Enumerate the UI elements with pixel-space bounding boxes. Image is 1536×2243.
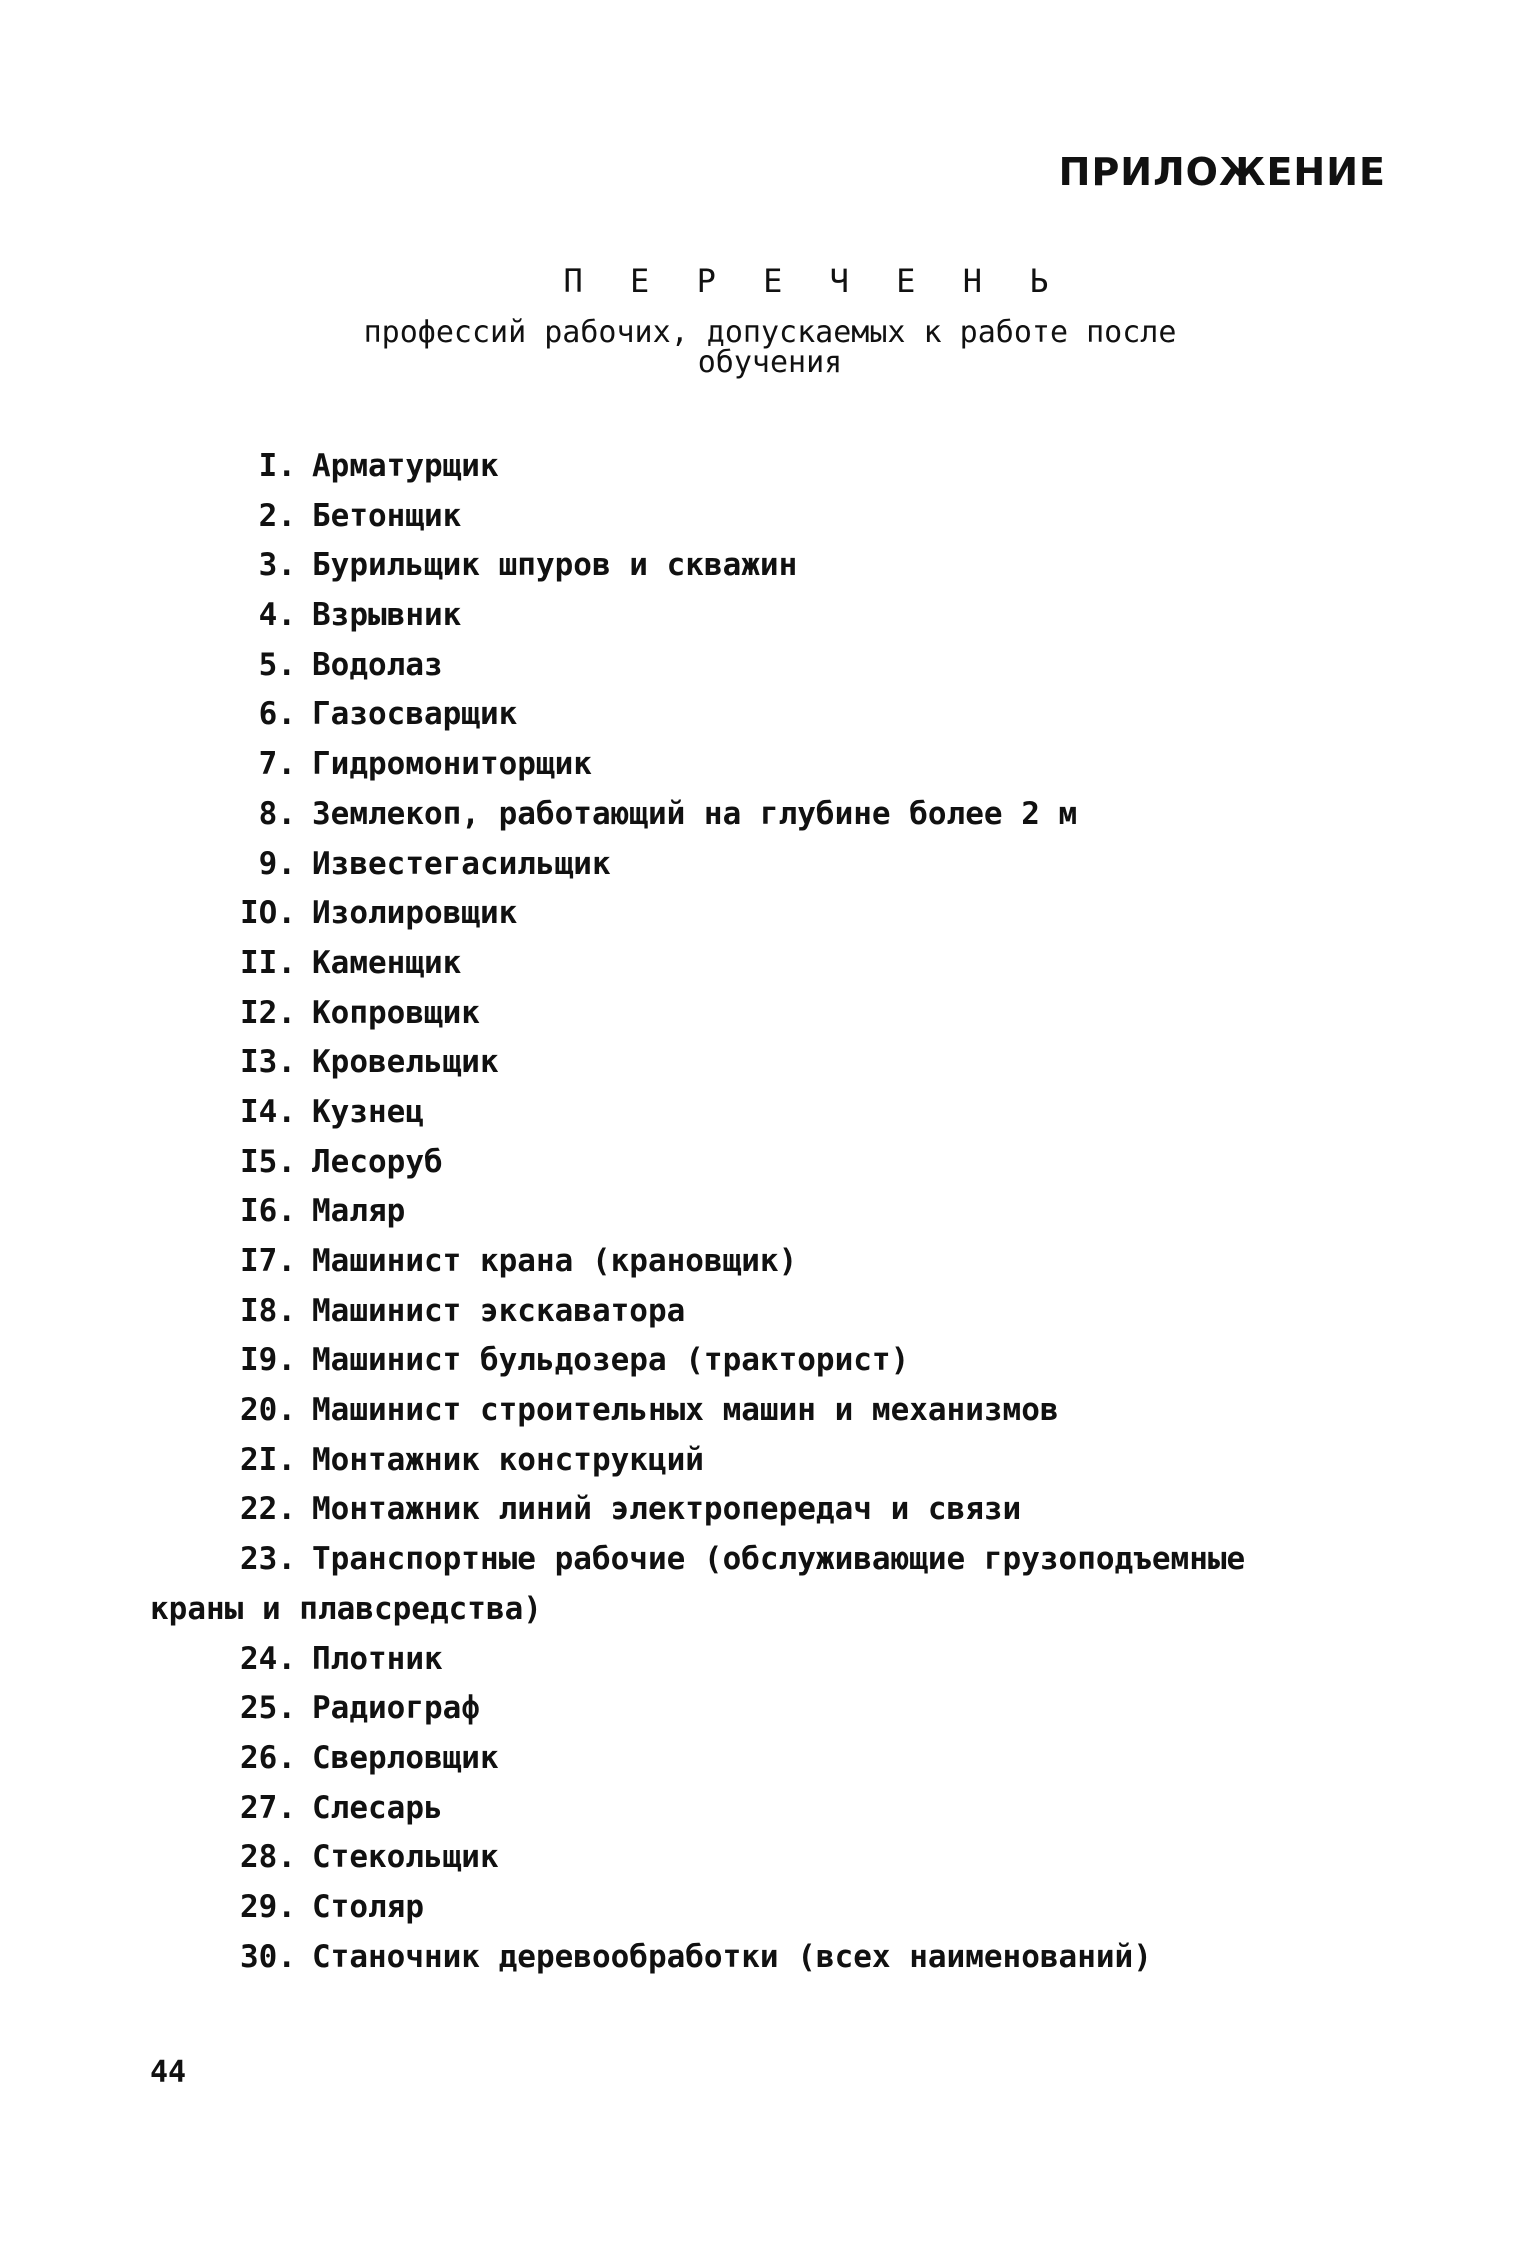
- list-item-text: Транспортные рабочие (обслуживающие грузоподъемные: [312, 1541, 1246, 1578]
- list-item-text: Машинист бульдозера (тракторист): [312, 1342, 910, 1379]
- list-item-number: I5.: [240, 1143, 296, 1180]
- list-item-number: I8.: [240, 1292, 296, 1329]
- list-item: [0, 597, 1536, 647]
- list-item-number: II.: [240, 944, 296, 981]
- professions-list: [0, 448, 1536, 1988]
- list-item: [0, 1094, 1536, 1144]
- list-item-number: 26.: [240, 1739, 296, 1776]
- list-item: [0, 547, 1536, 597]
- list-item-number: 7.: [258, 746, 296, 783]
- list-item-text: Плотник: [312, 1640, 443, 1677]
- list-item-text: Слесарь: [312, 1789, 443, 1826]
- list-item-text: Известегасильщик: [312, 845, 611, 882]
- list-item-text: Гидромониторщик: [312, 746, 592, 783]
- list-item: [0, 647, 1536, 697]
- list-item-text: Водолаз: [312, 646, 443, 683]
- list-item: [0, 448, 1536, 498]
- list-item-text: Лесоруб: [312, 1143, 443, 1180]
- list-item: [0, 1790, 1536, 1840]
- list-item-text: Газосварщик: [312, 696, 518, 733]
- list-item: [0, 746, 1536, 796]
- list-item: [0, 1690, 1536, 1740]
- list-item-text: Бетонщик: [312, 497, 462, 534]
- list-item-text: Радиограф: [312, 1690, 480, 1727]
- list-item-number: 4.: [258, 597, 296, 634]
- list-item-text: Каменщик: [312, 944, 462, 981]
- list-item-text-continuation: краны и плавсредства): [150, 1590, 542, 1627]
- list-item: [0, 846, 1536, 896]
- list-item: [0, 1144, 1536, 1194]
- list-item-number: 24.: [240, 1640, 296, 1677]
- list-item: [0, 945, 1536, 995]
- list-item-text: Кузнец: [312, 1093, 424, 1130]
- list-item: [0, 1193, 1536, 1243]
- list-item-text: Столяр: [312, 1888, 424, 1925]
- page-number: 44: [150, 2055, 187, 2090]
- list-item-text: Стекольщик: [312, 1839, 499, 1876]
- list-item-text: Машинист крана (крановщик): [312, 1243, 798, 1279]
- list-item-number: I4.: [240, 1093, 296, 1130]
- appendix-label: ПРИЛОЖЕНИЕ: [1058, 150, 1386, 194]
- list-item: [0, 1342, 1536, 1392]
- list-item-text: Станочник деревообработки (всех наименований): [312, 1938, 1152, 1975]
- list-item: [0, 1392, 1536, 1442]
- list-item-number: 6.: [258, 696, 296, 733]
- list-item-text: Взрывник: [312, 597, 462, 634]
- list-item-text: Маляр: [312, 1193, 406, 1230]
- list-item-number: 2.: [258, 497, 296, 534]
- list-item-text: Машинист экскаватора: [312, 1292, 686, 1329]
- list-item-number: I9.: [240, 1342, 296, 1379]
- list-item-text: Бурильщик шпуров и скважин: [312, 547, 798, 584]
- list-item-number: 30.: [240, 1938, 296, 1975]
- list-item-text: Копровщик: [312, 994, 480, 1031]
- list-item: [0, 1442, 1536, 1492]
- list-item: [0, 1740, 1536, 1790]
- list-item-number: I6.: [240, 1193, 296, 1230]
- list-item: [0, 1293, 1536, 1343]
- list-item-text: Монтажник линий электропередач и связи: [312, 1491, 1022, 1528]
- list-item-number: 22.: [240, 1491, 296, 1528]
- list-item-number: 27.: [240, 1789, 296, 1826]
- list-item: [0, 1939, 1536, 1989]
- list-item-number: 20.: [240, 1392, 296, 1429]
- list-item-text: Машинист строительных машин и механизмов: [312, 1392, 1059, 1429]
- list-item-text: Кровельщик: [312, 1044, 499, 1081]
- list-item-number: 28.: [240, 1839, 296, 1876]
- list-item-number: 3.: [258, 547, 296, 584]
- subtitle-line-1: профессий рабочих, допускаемых к работе после: [363, 315, 1177, 350]
- list-item: [0, 1044, 1536, 1094]
- list-item: [0, 1491, 1536, 1541]
- list-item-number: I3.: [240, 1044, 296, 1081]
- list-item: [0, 1641, 1536, 1691]
- list-item-number: 25.: [240, 1690, 296, 1727]
- list-item: [0, 995, 1536, 1045]
- list-item-text: Монтажник конструкций: [312, 1441, 704, 1478]
- list-item-text: Сверловщик: [312, 1739, 499, 1776]
- list-item-number: 2I.: [240, 1441, 296, 1478]
- list-item-number: 9.: [258, 845, 296, 882]
- list-item-text: Арматурщик: [312, 448, 499, 484]
- list-item: [0, 895, 1536, 945]
- list-item: [0, 796, 1536, 846]
- list-item-number: I7.: [240, 1243, 296, 1279]
- list-item-number: 29.: [240, 1888, 296, 1925]
- document-subtitle: [310, 315, 1230, 380]
- list-item-text: Землекоп, работающий на глубине более 2 м: [312, 795, 1078, 832]
- list-item: [0, 1889, 1536, 1939]
- list-item: [0, 1541, 1536, 1640]
- list-item-number: IO.: [240, 895, 296, 932]
- list-item-number: I.: [258, 448, 296, 484]
- list-item-number: 23.: [240, 1541, 296, 1578]
- list-item-number: I2.: [240, 994, 296, 1031]
- list-item: [0, 498, 1536, 548]
- list-item-text: Изолировщик: [312, 895, 518, 932]
- list-item: [0, 1839, 1536, 1889]
- subtitle-line-2: обучения: [697, 345, 843, 380]
- list-item-number: 5.: [258, 646, 296, 683]
- list-item-number: 8.: [258, 795, 296, 832]
- document-title: П Е Р Е Ч Е Н Ь: [563, 262, 1063, 300]
- list-item: [0, 696, 1536, 746]
- list-item: [0, 1243, 1536, 1293]
